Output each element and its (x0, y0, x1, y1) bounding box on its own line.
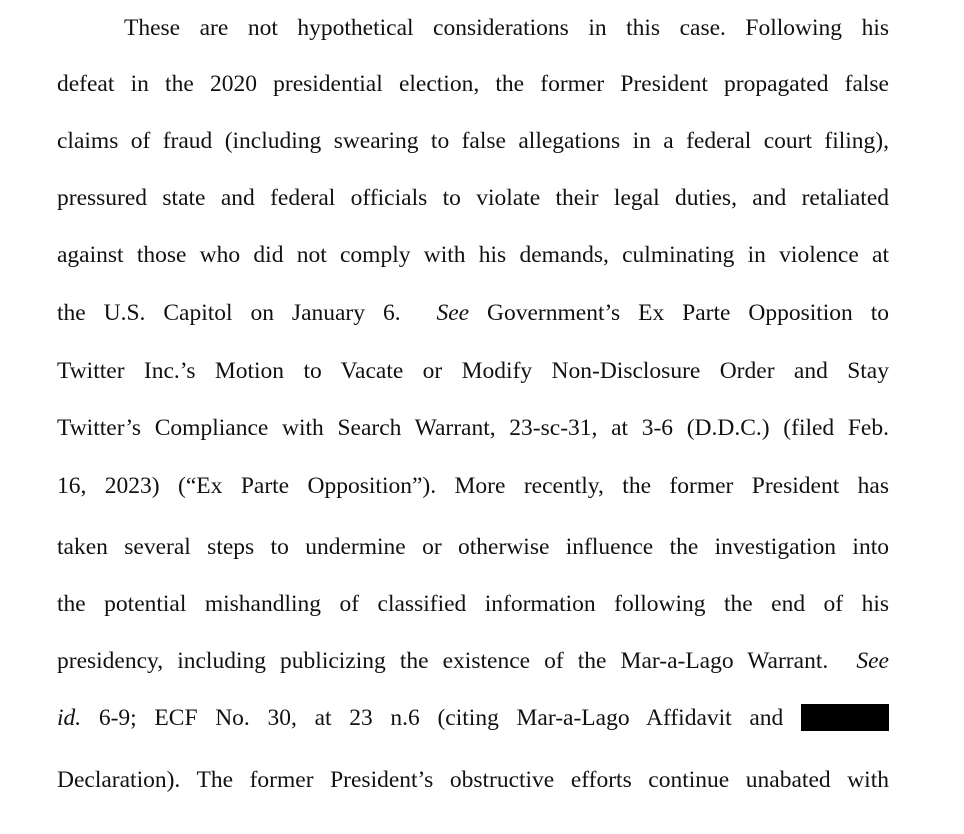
text-line-3-content: claims of fraud (including swearing to false allegations in a federal court filing), (57, 128, 889, 154)
redaction-box (801, 704, 889, 731)
text-line-6 (57, 299, 889, 327)
text-line-7 (57, 357, 889, 385)
text-line-12-part-a: presidency, including publicizing the existence of the Mar-a-Lago Warrant. (57, 648, 829, 674)
text-line-10-content: taken several steps to undermine or otherwise influence the investigation into (57, 534, 889, 560)
text-line-6-see-signal: See (436, 300, 470, 326)
text-line-3 (57, 127, 889, 155)
text-line-11-content: the potential mishandling of classified information following the end of his (57, 591, 889, 617)
text-line-6-part-c: Government’s Ex Parte Opposition to (487, 300, 890, 326)
text-line-13 (57, 704, 889, 732)
text-line-11 (57, 590, 889, 618)
text-line-14 (57, 766, 889, 794)
text-line-10 (57, 533, 889, 561)
text-line-12 (57, 647, 889, 675)
text-line-14-content: Declaration). The former President’s obstructive efforts continue unabated with (57, 767, 889, 793)
text-line-4-content: pressured state and federal officials to violate their legal duties, and retaliated (57, 185, 889, 211)
text-line-13-id-signal: id. (57, 705, 82, 731)
text-line-6-part-a: the U.S. Capitol on January 6. (57, 300, 401, 326)
text-line-2-content: defeat in the 2020 presidential election, the former President propagated false (57, 71, 889, 97)
text-line-8 (57, 414, 889, 442)
text-line-2 (57, 70, 889, 98)
text-line-7-content: Twitter Inc.’s Motion to Vacate or Modify Non-Disclosure Order and Stay (57, 358, 889, 384)
text-line-1 (124, 14, 889, 42)
text-line-1-content: These are not hypothetical considerations in this case. Following his (124, 15, 889, 41)
text-line-9-content: 16, 2023) (“Ex Parte Opposition”). More recently, the former President has (57, 473, 889, 499)
text-line-5 (57, 241, 889, 269)
text-line-8-content: Twitter’s Compliance with Search Warrant, 23-sc-31, at 3-6 (D.D.C.) (filed Feb. (57, 415, 889, 441)
text-line-4 (57, 184, 889, 212)
text-line-12-see-signal: See (856, 648, 889, 674)
text-line-13-part-b: 6-9; ECF No. 30, at 23 n.6 (citing Mar-a-Lago Affidavit and (98, 705, 784, 731)
text-line-9 (57, 472, 889, 500)
text-line-5-content: against those who did not comply with his demands, culminating in violence at (57, 242, 889, 268)
